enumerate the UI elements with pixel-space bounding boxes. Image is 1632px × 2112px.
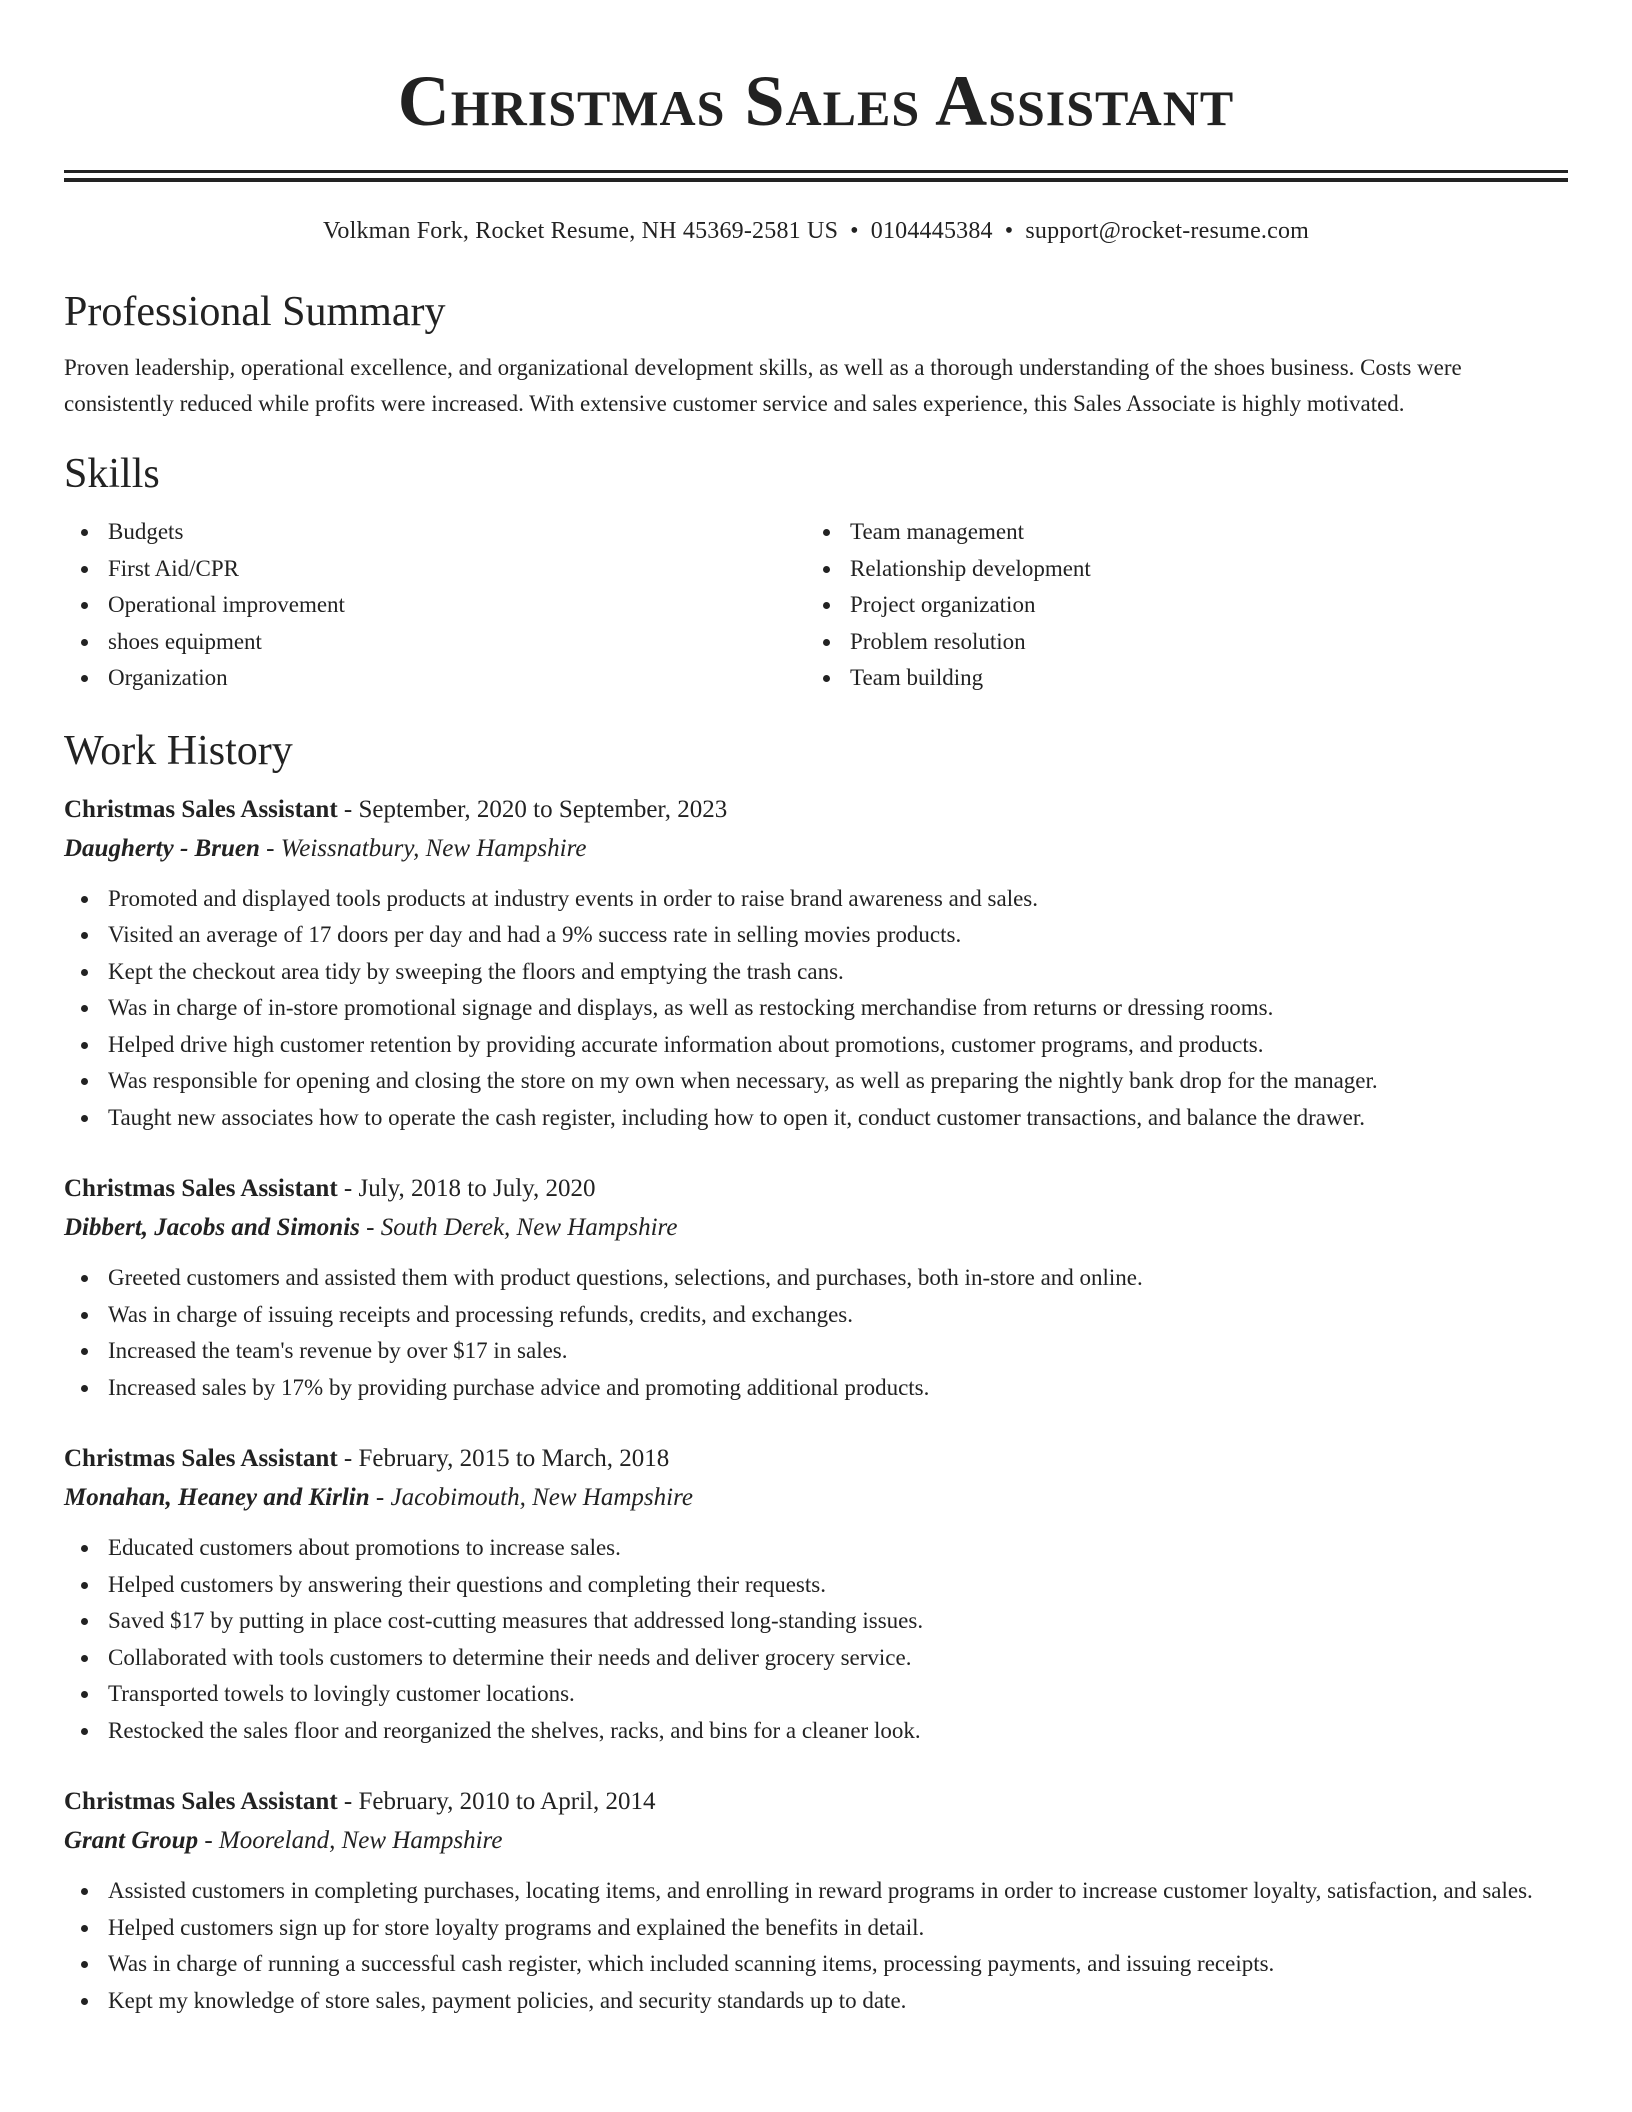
job-title: Christmas Sales Assistant [64,1788,338,1815]
job-title: Christmas Sales Assistant [64,795,338,823]
resume-title: Christmas Sales Assistant [397,61,1235,141]
job-dash: - [369,1484,391,1511]
skill-item: Budgets [64,514,806,551]
contact-separator: • [1004,218,1014,244]
summary-text: Proven leadership, operational excellence, and organizational development skills, as well as a thorough understanding of the shoes business. Costs were consistently reduced while profits were increased. With extensive customer service and sales experience, this Sales Associate is highly motivated. [64,355,1462,416]
job-bullet: Was in charge of issuing receipts and processing refunds, credits, and exchanges. [64,1297,1568,1334]
contact-line [64,216,1568,246]
job-company-line [64,1821,1568,1861]
job-bullet: Visited an average of 17 doors per day and had a 9% success rate in selling movies products. [64,917,1568,954]
job-bullet: Increased the team's revenue by over $17 in sales. [64,1333,1568,1370]
job-company-line [64,1478,1568,1518]
skills-column-left [64,514,806,697]
job-bullet: Was responsible for opening and closing the store on my own when necessary, as well as preparing the nightly bank drop for the manager. [64,1063,1568,1100]
job-dash: - [337,1175,359,1202]
skill-item: Relationship development [806,551,1548,588]
job-bullet: Was in charge of in-store promotional signage and displays, as well as restocking merchandise from returns or dressing rooms. [64,990,1568,1027]
job-dash: - [337,1445,359,1472]
skill-item: Team building [806,660,1548,697]
job-company: Monahan, Heaney and Kirlin [64,1484,370,1511]
job-bullet: Educated customers about promotions to increase sales. [64,1530,1568,1567]
job-bullets [64,1260,1568,1406]
job-company-line [64,829,1568,869]
skills-heading: Skills [64,451,160,497]
contact-phone: 0104445384 [870,218,993,244]
job-bullet: Helped customers sign up for store loyalty programs and explained the benefits in detail. [64,1910,1568,1947]
job-title-line [64,1170,1568,1208]
job-location: Mooreland, New Hampshire [218,1827,503,1854]
job-bullet: Helped customers by answering their questions and completing their requests. [64,1567,1568,1604]
job-dash: - [359,1214,381,1241]
job-entry [64,791,1568,1137]
summary-heading: Professional Summary [64,289,446,335]
job-location: South Derek, New Hampshire [380,1214,678,1241]
job-bullet: Restocked the sales floor and reorganized the shelves, racks, and bins for a cleaner look. [64,1713,1568,1750]
skill-item: Project organization [806,587,1548,624]
job-bullet: Transported towels to lovingly customer locations. [64,1676,1568,1713]
job-location: Weissnatbury, New Hampshire [280,834,587,862]
job-bullet: Was in charge of running a successful cash register, which included scanning items, processing payments, and issuing receipts. [64,1946,1568,1983]
job-bullets [64,881,1568,1137]
job-title: Christmas Sales Assistant [64,1175,338,1202]
job-bullet: Collaborated with tools customers to determine their needs and deliver grocery service. [64,1640,1568,1677]
job-location: Jacobimouth, New Hampshire [390,1484,693,1511]
skill-item: Operational improvement [64,587,806,624]
job-dash: - [259,834,281,862]
contact-separator: • [850,218,859,244]
skill-item: First Aid/CPR [64,551,806,588]
job-company: Grant Group [64,1827,199,1854]
job-bullets [64,1873,1568,2019]
job-bullet: Kept the checkout area tidy by sweeping the floors and emptying the trash cans. [64,954,1568,991]
job-dash: - [337,795,359,823]
job-company-line [64,1208,1568,1248]
title-divider [64,170,1568,182]
job-dash: - [337,1788,359,1815]
job-dates: July, 2018 to July, 2020 [358,1175,596,1202]
job-dash: - [198,1827,219,1854]
skill-item: shoes equipment [64,624,806,661]
job-entry [64,1170,1568,1406]
job-title: Christmas Sales Assistant [64,1445,338,1472]
job-bullet: Promoted and displayed tools products at industry events in order to raise brand awareness and sales. [64,881,1568,918]
job-company: Dibbert, Jacobs and Simonis [64,1214,360,1241]
work-history-heading: Work History [64,727,293,774]
skills-list [64,514,1568,697]
job-bullet: Increased sales by 17% by providing purchase advice and promoting additional products. [64,1370,1568,1407]
skill-item: Organization [64,660,806,697]
skill-item: Team management [806,514,1548,551]
job-title-line [64,1440,1568,1478]
job-bullet: Taught new associates how to operate the cash register, including how to open it, conduct customer transactions, and balance the drawer. [64,1100,1568,1137]
job-title-line [64,791,1568,829]
job-dates: February, 2015 to March, 2018 [358,1445,670,1472]
job-bullet: Assisted customers in completing purchases, locating items, and enrolling in reward programs in order to increase customer loyalty, satisfaction, and sales. [64,1873,1568,1910]
job-dates: September, 2020 to September, 2023 [358,795,728,823]
job-entry [64,1783,1568,2019]
job-bullet: Saved $17 by putting in place cost-cutting measures that addressed long-standing issues. [64,1603,1568,1640]
job-bullet: Helped drive high customer retention by providing accurate information about promotions, customer programs, and products. [64,1027,1568,1064]
job-dates: February, 2010 to April, 2014 [358,1788,656,1815]
skills-column-right [806,514,1548,697]
contact-address: Volkman Fork, Rocket Resume, NH 45369-2581 US [322,218,839,244]
job-bullet: Kept my knowledge of store sales, payment policies, and security standards up to date. [64,1983,1568,2020]
skill-item: Problem resolution [806,624,1548,661]
job-company: Daugherty - Bruen [64,834,260,862]
job-bullets [64,1530,1568,1749]
contact-email: support@rocket-resume.com [1025,218,1310,244]
job-bullet: Greeted customers and assisted them with product questions, selections, and purchases, both in-store and online. [64,1260,1568,1297]
job-title-line [64,1783,1568,1821]
job-entry [64,1440,1568,1749]
